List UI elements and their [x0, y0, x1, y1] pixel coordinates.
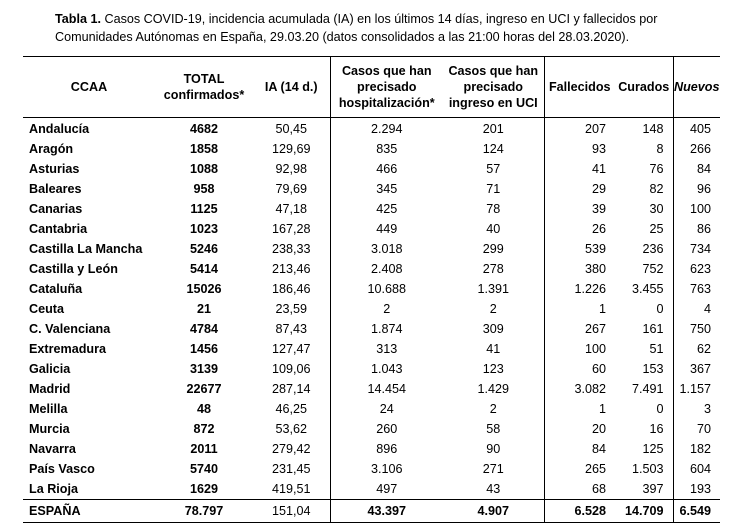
- total-row: [23, 500, 720, 523]
- cell-ia: 279,42: [271, 442, 311, 456]
- cell-ccaa: Aragón: [29, 142, 74, 156]
- cell-ia: 238,33: [271, 242, 311, 256]
- table-row: [23, 279, 720, 299]
- cell-ccaa: Asturias: [29, 162, 80, 176]
- header-hosp-line2: precisado: [357, 80, 417, 94]
- table-row: [23, 399, 720, 419]
- cell-curados: 25: [649, 222, 664, 236]
- cell-uci: 271: [482, 462, 504, 476]
- cell-uci: 299: [482, 242, 504, 256]
- cell-total: 872: [193, 422, 215, 436]
- cell-ia: 23,59: [275, 302, 307, 316]
- header-ccaa: CCAA: [23, 57, 155, 118]
- cell-fallecidos: 267: [544, 319, 615, 339]
- cell-fallecidos: 29: [544, 179, 615, 199]
- cell-uci: 278: [482, 262, 504, 276]
- cell-uci: 2: [489, 302, 497, 316]
- cell-nuevos: 100: [673, 199, 720, 219]
- cell-fallecidos: 100: [544, 339, 615, 359]
- cell-hosp: 260: [330, 419, 443, 439]
- cell-ccaa: Baleares: [29, 182, 82, 196]
- header-uci: [443, 57, 544, 118]
- cell-ia: 47,18: [275, 202, 307, 216]
- cell-total: 4682: [189, 122, 219, 136]
- cell-fallecidos: 3.082: [544, 379, 615, 399]
- cell-fallecidos: 1: [544, 399, 615, 419]
- header-total: [155, 57, 253, 118]
- table-row: [23, 339, 720, 359]
- table-row: [23, 479, 720, 500]
- cell-uci: 201: [482, 122, 504, 136]
- cell-total: 5246: [189, 242, 219, 256]
- cell-ia: 92,98: [275, 162, 307, 176]
- cell-ccaa: País Vasco: [29, 462, 95, 476]
- cell-ia: 53,62: [275, 422, 307, 436]
- cell-ccaa: Galicia: [29, 362, 71, 376]
- cell-hosp: 3.106: [330, 459, 443, 479]
- cell-uci: 43: [486, 482, 501, 496]
- header-uci-line2: precisado: [463, 80, 523, 94]
- cell-total: 4784: [189, 322, 219, 336]
- cell-uci: 78: [486, 202, 501, 216]
- cell-curados: 8: [656, 142, 664, 156]
- cell-ccaa: Castilla y León: [29, 262, 118, 276]
- cell-curados: 153: [642, 362, 664, 376]
- table-row: [23, 259, 720, 279]
- cell-ia: 109,06: [271, 362, 311, 376]
- header-hosp-line3: hospitalización*: [338, 96, 435, 110]
- cell-nuevos: 86: [673, 219, 720, 239]
- cell-ccaa: Melilla: [29, 402, 68, 416]
- cell-hosp: 425: [330, 199, 443, 219]
- cell-ccaa: Cantabria: [29, 222, 88, 236]
- cell-ccaa: La Rioja: [29, 482, 78, 496]
- cell-nuevos: 750: [673, 319, 720, 339]
- table-row: [23, 419, 720, 439]
- cell-ccaa: Castilla La Mancha: [29, 242, 143, 256]
- total-confirmados: 78.797: [155, 500, 253, 523]
- caption-line-2: Comunidades Autónomas en España, 29.03.20 (datos consolidados a las 21:00 horas del 28.03.2020).: [55, 30, 630, 44]
- cell-total: 5740: [189, 462, 219, 476]
- cell-nuevos: 62: [673, 339, 720, 359]
- cell-curados: 0: [656, 302, 664, 316]
- cell-hosp: 313: [330, 339, 443, 359]
- cell-hosp: 896: [330, 439, 443, 459]
- cell-uci: 123: [482, 362, 504, 376]
- cell-curados: 76: [649, 162, 664, 176]
- cell-uci: 71: [486, 182, 501, 196]
- total-ia: 151,04: [253, 500, 330, 523]
- cell-hosp: 2: [330, 299, 443, 319]
- cell-hosp: 497: [330, 479, 443, 500]
- header-hosp-line1: Casos que han: [341, 64, 432, 78]
- table-row: [23, 359, 720, 379]
- header-uci-line1: Casos que han: [448, 64, 539, 78]
- cell-total: 21: [196, 302, 211, 316]
- cell-fallecidos: 60: [544, 359, 615, 379]
- cell-ccaa: Ceuta: [29, 302, 64, 316]
- table-row: [23, 459, 720, 479]
- cell-hosp: 10.688: [330, 279, 443, 299]
- table-row: [23, 219, 720, 239]
- cell-nuevos: 3: [673, 399, 720, 419]
- cell-ccaa: Madrid: [29, 382, 71, 396]
- cell-ia: 50,45: [275, 122, 307, 136]
- cell-nuevos: 1.157: [673, 379, 720, 399]
- cell-curados: 0: [656, 402, 664, 416]
- cell-nuevos: 96: [673, 179, 720, 199]
- total-hosp: 43.397: [330, 500, 443, 523]
- header-row: [23, 57, 720, 118]
- cell-fallecidos: 93: [544, 139, 615, 159]
- cell-ia: 186,46: [271, 282, 311, 296]
- cell-ccaa: Murcia: [29, 422, 70, 436]
- cell-nuevos: 193: [673, 479, 720, 500]
- header-hosp: [330, 57, 443, 118]
- cell-curados: 16: [649, 422, 664, 436]
- cell-hosp: 2.294: [330, 118, 443, 140]
- cell-total: 1858: [189, 142, 219, 156]
- cell-hosp: 1.874: [330, 319, 443, 339]
- cell-fallecidos: 39: [544, 199, 615, 219]
- cell-ia: 231,45: [271, 462, 311, 476]
- cell-uci: 58: [486, 422, 501, 436]
- cell-curados: 236: [642, 242, 664, 256]
- cell-total: 1629: [189, 482, 219, 496]
- header-uci-line3: ingreso en UCI: [448, 96, 538, 110]
- cell-uci: 41: [486, 342, 501, 356]
- header-fallecidos: Fallecidos: [544, 57, 615, 118]
- cell-curados: 752: [642, 262, 664, 276]
- caption-line-1: [55, 10, 715, 28]
- cell-curados: 3.455: [631, 282, 664, 296]
- cell-fallecidos: 26: [544, 219, 615, 239]
- cell-uci: 57: [486, 162, 501, 176]
- cell-fallecidos: 1.226: [544, 279, 615, 299]
- cell-fallecidos: 20: [544, 419, 615, 439]
- cell-curados: 1.503: [631, 462, 664, 476]
- table-row: [23, 439, 720, 459]
- header-total-line2: confirmados*: [163, 88, 245, 102]
- cell-ia: 129,69: [271, 142, 311, 156]
- cell-ia: 79,69: [275, 182, 307, 196]
- cell-uci: 124: [482, 142, 504, 156]
- cell-ccaa: C. Valenciana: [29, 322, 111, 336]
- cell-nuevos: 182: [673, 439, 720, 459]
- cell-hosp: 345: [330, 179, 443, 199]
- cell-ccaa: Andalucía: [29, 122, 90, 136]
- total-nuevos: 6.549: [673, 500, 720, 523]
- covid-table: [23, 56, 720, 523]
- cell-nuevos: 70: [673, 419, 720, 439]
- caption-label: Tabla 1.: [55, 12, 101, 26]
- cell-nuevos: 734: [673, 239, 720, 259]
- cell-fallecidos: 1: [544, 299, 615, 319]
- cell-nuevos: 405: [673, 118, 720, 140]
- header-total-line1: TOTAL: [183, 72, 225, 86]
- cell-hosp: 3.018: [330, 239, 443, 259]
- total-curados: 14.709: [615, 500, 673, 523]
- cell-total: 48: [196, 402, 211, 416]
- cell-uci: 2: [489, 402, 497, 416]
- cell-ia: 167,28: [271, 222, 311, 236]
- cell-total: 1125: [190, 202, 218, 216]
- cell-nuevos: 763: [673, 279, 720, 299]
- cell-hosp: 466: [330, 159, 443, 179]
- cell-hosp: 835: [330, 139, 443, 159]
- table-row: [23, 319, 720, 339]
- cell-total: 15026: [186, 282, 222, 296]
- cell-ia: 213,46: [271, 262, 311, 276]
- cell-nuevos: 4: [673, 299, 720, 319]
- cell-ia: 46,25: [275, 402, 307, 416]
- cell-nuevos: 84: [673, 159, 720, 179]
- cell-fallecidos: 41: [544, 159, 615, 179]
- table-row: [23, 199, 720, 219]
- cell-ccaa: Extremadura: [29, 342, 106, 356]
- cell-hosp: 14.454: [330, 379, 443, 399]
- cell-curados: 161: [642, 322, 664, 336]
- header-ia: IA (14 d.): [253, 57, 330, 118]
- cell-total: 5414: [189, 262, 219, 276]
- cell-uci: 309: [482, 322, 504, 336]
- cell-fallecidos: 68: [544, 479, 615, 500]
- cell-hosp: 2.408: [330, 259, 443, 279]
- table-row: [23, 239, 720, 259]
- cell-fallecidos: 380: [544, 259, 615, 279]
- cell-uci: 40: [486, 222, 501, 236]
- cell-ccaa: Cataluña: [29, 282, 83, 296]
- table-row: [23, 179, 720, 199]
- header-curados: Curados: [615, 57, 673, 118]
- caption-text-1: Casos COVID-19, incidencia acumulada (IA) en los últimos 14 días, ingreso en UCI y fallecidos por: [100, 12, 658, 26]
- cell-nuevos: 623: [673, 259, 720, 279]
- cell-curados: 82: [649, 182, 664, 196]
- cell-nuevos: 604: [673, 459, 720, 479]
- cell-total: 1023: [189, 222, 219, 236]
- cell-ccaa: Navarra: [29, 442, 76, 456]
- cell-uci: 90: [486, 442, 501, 456]
- cell-uci: 1.429: [477, 382, 509, 396]
- cell-ia: 419,51: [271, 482, 311, 496]
- cell-total: 22677: [186, 382, 222, 396]
- cell-total: 958: [193, 182, 215, 196]
- cell-fallecidos: 84: [544, 439, 615, 459]
- cell-total: 3139: [189, 362, 219, 376]
- cell-curados: 148: [642, 122, 664, 136]
- cell-ia: 87,43: [275, 322, 307, 336]
- table-row: [23, 299, 720, 319]
- cell-hosp: 24: [330, 399, 443, 419]
- cell-hosp: 449: [330, 219, 443, 239]
- table-row: [23, 379, 720, 399]
- cell-total: 2011: [190, 442, 218, 456]
- cell-total: 1088: [189, 162, 219, 176]
- table-body: [23, 118, 720, 500]
- cell-curados: 30: [649, 202, 664, 216]
- cell-ia: 127,47: [271, 342, 311, 356]
- total-uci: 4.907: [443, 500, 544, 523]
- total-ccaa: ESPAÑA: [23, 500, 155, 523]
- table-row: [23, 159, 720, 179]
- table-row: [23, 118, 720, 140]
- cell-curados: 51: [649, 342, 664, 356]
- cell-fallecidos: 539: [544, 239, 615, 259]
- table-caption: [55, 10, 715, 46]
- cell-nuevos: 266: [673, 139, 720, 159]
- cell-uci: 1.391: [477, 282, 509, 296]
- cell-curados: 397: [642, 482, 664, 496]
- cell-ccaa: Canarias: [29, 202, 83, 216]
- cell-fallecidos: 265: [544, 459, 615, 479]
- cell-total: 1456: [189, 342, 219, 356]
- table-row: [23, 139, 720, 159]
- cell-fallecidos: 207: [544, 118, 615, 140]
- cell-curados: 7.491: [631, 382, 664, 396]
- cell-ia: 287,14: [271, 382, 311, 396]
- cell-curados: 125: [642, 442, 664, 456]
- cell-hosp: 1.043: [330, 359, 443, 379]
- cell-nuevos: 367: [673, 359, 720, 379]
- total-fallecidos: 6.528: [544, 500, 615, 523]
- header-nuevos: Nuevos: [673, 57, 720, 118]
